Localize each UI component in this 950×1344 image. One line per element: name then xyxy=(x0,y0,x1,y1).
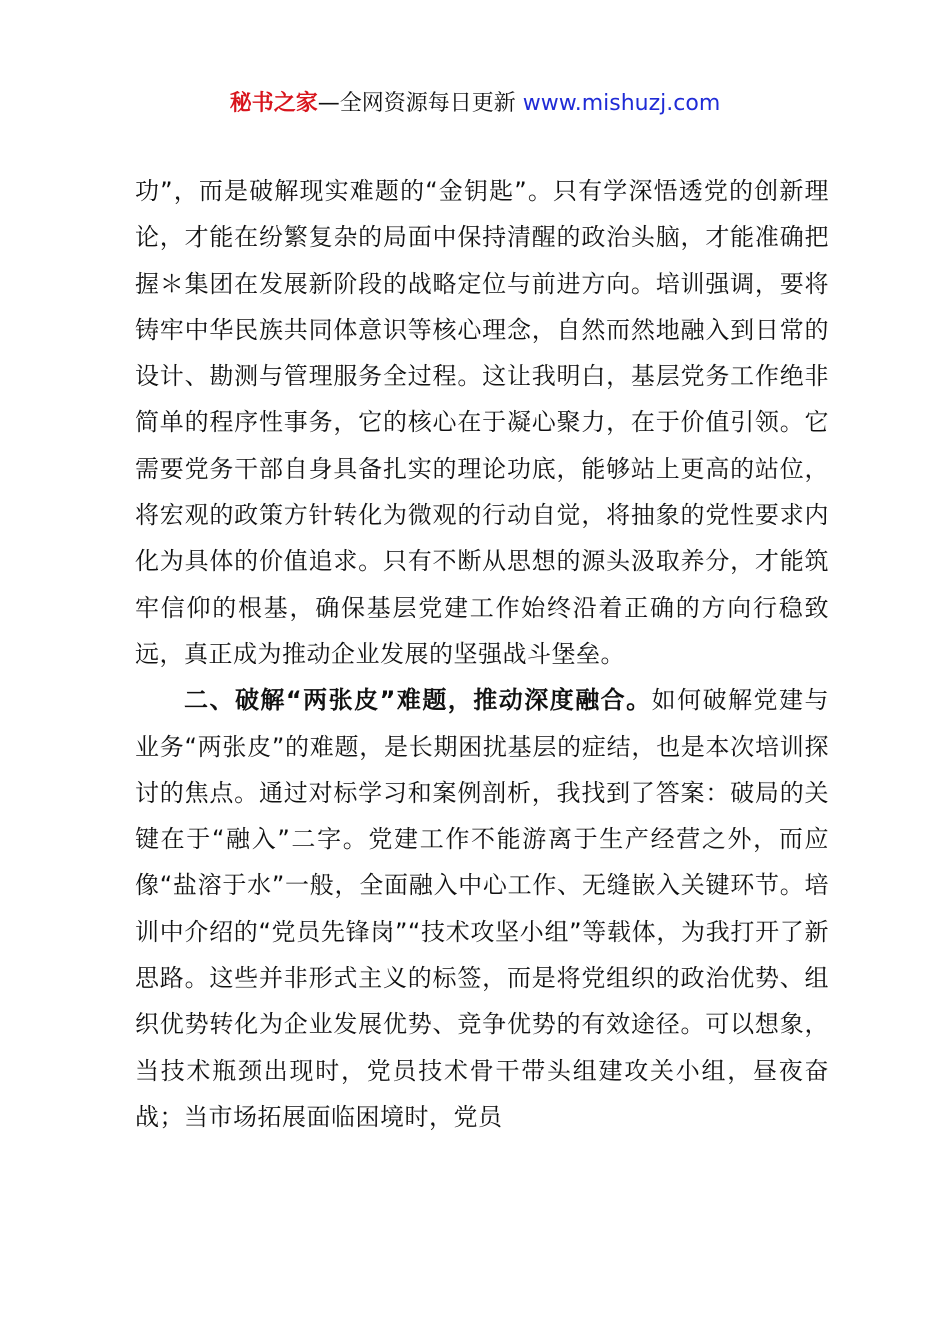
site-slogan: —全网资源每日更新 xyxy=(317,91,523,116)
paragraph-text: 如何破解党建与业务“两张皮”的难题，是长期困扰基层的症结，也是本次培训探讨的焦点。通过对标学习和案例剖析，我找到了答案：破局的关键在于“融入”二字。党建工作不能游离于生产经营之外，而应像“盐溶于水”一般，全面融入中心工作、无缝嵌入关键环节。培训中介绍的“党员先锋岗”“技术攻坚小组”等载体，为我打开了新思路。这些并非形式主义的标签，而是将党组织的政治优势、组织优势转化为企业发展优势、竞争优势的有效途径。可以想象，当技术瓶颈出现时，党员技术骨干带头组建攻关小组，昼夜奋战；当市场拓展面临困境时，党员 xyxy=(135,686,830,1131)
section-heading: 二、破解“两张皮”难题，推动深度融合。 xyxy=(184,686,652,715)
paragraph-section-two xyxy=(135,677,829,1140)
document-body xyxy=(135,168,829,1140)
site-brand: 秘书之家 xyxy=(229,91,318,116)
paragraph-text: 功”，而是破解现实难题的“金钥匙”。只有学深悟透党的创新理论，才能在纷繁复杂的局面中保持清醒的政治头脑，才能准确把握＊集团在发展新阶段的战略定位与前进方向。培训强调，要将铸牢中华民族共同体意识等核心理念，自然而然地融入到日常的设计、勘测与管理服务全过程。这让我明白，基层党务工作绝非简单的程序性事务，它的核心在于凝心聚力，在于价值引领。它需要党务干部自身具备扎实的理论功底，能够站上更高的站位，将宏观的政策方针转化为微观的行动自觉，将抽象的党性要求内化为具体的价值追求。只有不断从思想的源头汲取养分，才能筑牢信仰的根基，确保基层党建工作始终沿着正确的方向行稳致远，真正成为推动企业发展的坚强战斗堡垒。 xyxy=(135,177,829,668)
site-url[interactable]: www.mishuzj.com xyxy=(522,91,721,116)
page-header xyxy=(0,88,950,120)
paragraph-continued xyxy=(135,168,829,677)
